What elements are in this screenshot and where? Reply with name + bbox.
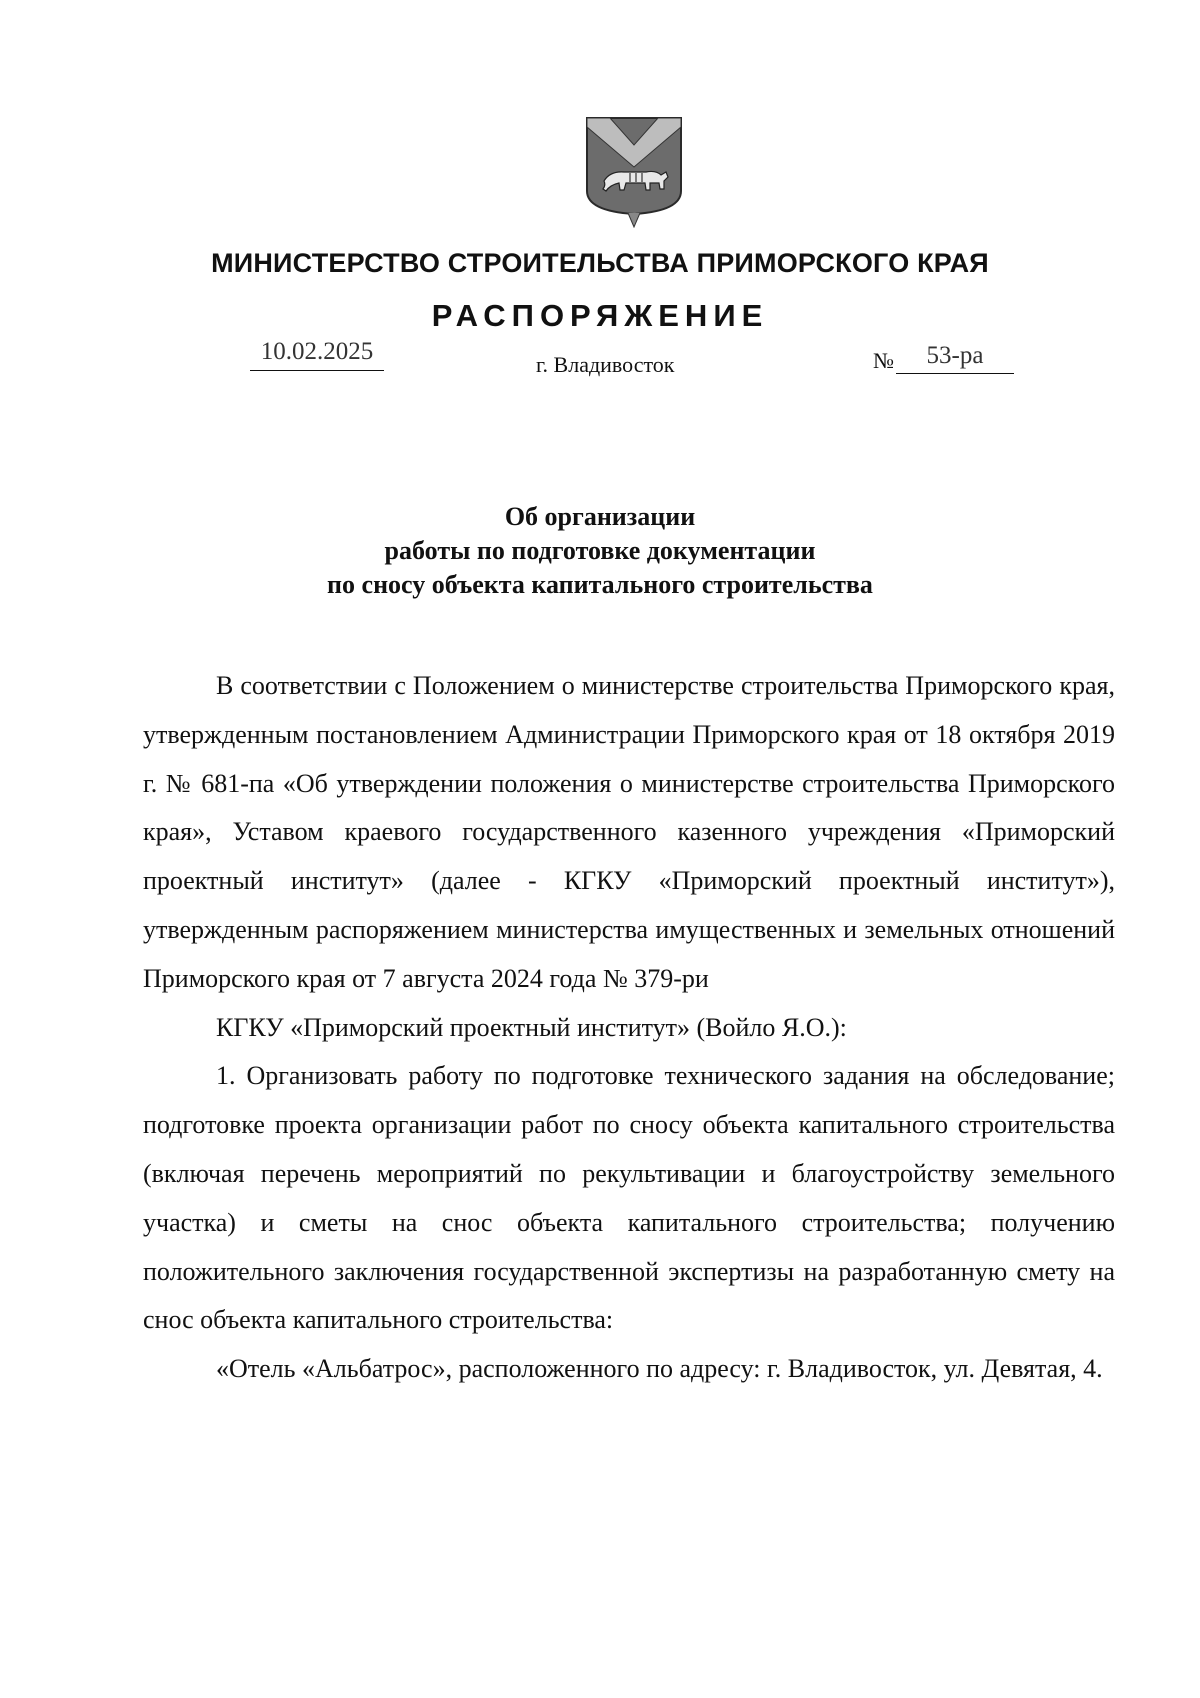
document-date: 10.02.2025 xyxy=(250,338,384,371)
paragraph-legal-basis: В соответствии с Положением о министерстве строительства Приморского края, утвержденным постановлением Администрации Приморского края от 18 октября 2019 г. № 681-па «Об утверждении положения о министерстве строительства Приморского края», Уставом краевого государственного казенного учреждения «Приморский проектный институт» (далее - КГКУ «Приморский проектный институт»), утвержденным распоряжением министерства имущественных и земельных отношений Приморского края от 7 августа 2024 года № 379-ри xyxy=(143,671,1115,993)
ministry-name: МИНИСТЕРСТВО СТРОИТЕЛЬСТВА ПРИМОРСКОГО КРАЯ xyxy=(211,248,989,278)
document-number-field xyxy=(873,342,1014,374)
document-city: г. Владивосток xyxy=(536,352,675,377)
document-number: 53-ра xyxy=(896,342,1014,374)
document-subject xyxy=(0,500,1200,602)
subject-line-2: работы по подготовке документации xyxy=(384,536,816,565)
subject-line-3: по сносу объекта капитального строительства xyxy=(327,570,873,599)
paragraph-object-address: «Отель «Альбатрос», расположенного по адресу: г. Владивосток, ул. Девятая, 4. xyxy=(216,1354,1103,1384)
subject-line-1: Об организации xyxy=(504,502,696,531)
coat-of-arms-icon xyxy=(584,115,684,228)
document-body xyxy=(143,662,1115,1394)
number-label: № xyxy=(873,348,894,373)
paragraph-addressee: КГКУ «Приморский проектный институт» (Войло Я.О.): xyxy=(216,1012,847,1042)
document-type-title: РАСПОРЯЖЕНИЕ xyxy=(431,298,769,333)
paragraph-item-1: 1. Организовать работу по подготовке технического задания на обследование; подготовке проекта организации работ по сносу объекта капитального строительства (включая перечень мероприятий по рекультивации и благоустройству земельного участка) и сметы на снос объекта капитального строительства; получению положительного заключения государственной экспертизы на разработанную смету на снос объекта капитального строительства: xyxy=(143,1061,1115,1335)
